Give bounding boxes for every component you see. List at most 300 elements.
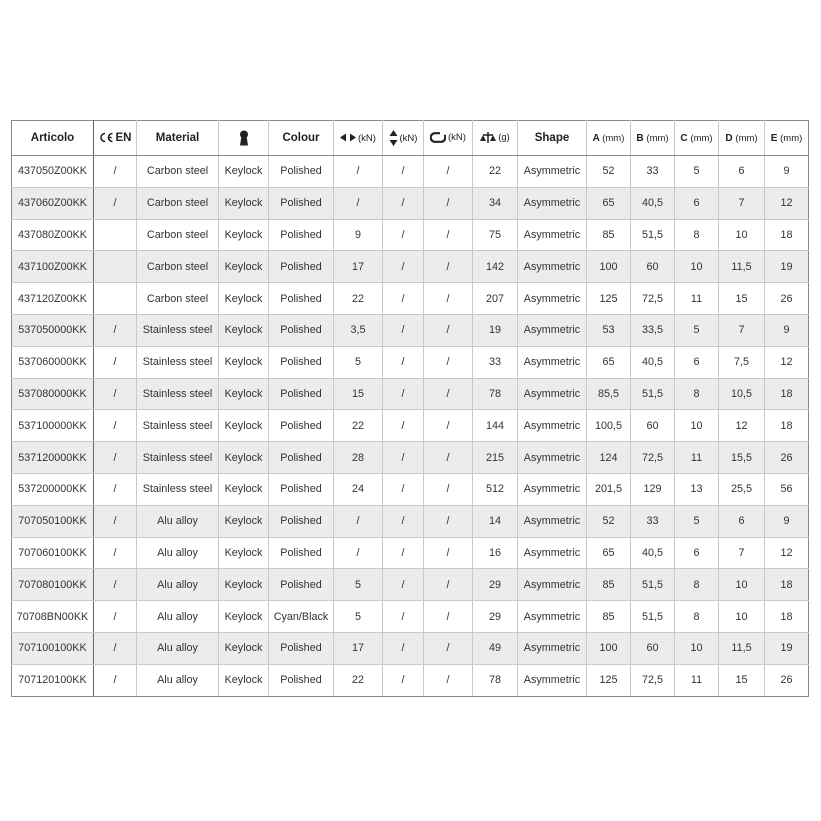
cell-material: Alu alloy: [137, 632, 219, 664]
cell-ce: /: [94, 442, 137, 474]
cell-weight: 215: [473, 442, 518, 474]
cell-material: Carbon steel: [137, 219, 219, 251]
cell-weight: 14: [473, 505, 518, 537]
cell-shape: Asymmetric: [518, 473, 587, 505]
cell-material: Alu alloy: [137, 664, 219, 696]
table-row: [12, 442, 809, 474]
cell-articolo: 537080000KK: [12, 378, 94, 410]
cell-weight: 16: [473, 537, 518, 569]
cell-weight: 29: [473, 569, 518, 601]
cell-shape: Asymmetric: [518, 314, 587, 346]
cell-material: Stainless steel: [137, 346, 219, 378]
cell-ce: /: [94, 156, 137, 188]
cell-c: 8: [675, 378, 719, 410]
cell-c: 10: [675, 251, 719, 283]
table-row: [12, 283, 809, 315]
cell-c: 11: [675, 664, 719, 696]
cell-d: 15,5: [719, 442, 765, 474]
col-b-letter: B: [636, 132, 644, 144]
cell-c: 5: [675, 156, 719, 188]
cell-gate-open: /: [424, 314, 473, 346]
cell-e: 9: [765, 314, 809, 346]
cell-shape: Asymmetric: [518, 569, 587, 601]
cell-articolo: 707120100KK: [12, 664, 94, 696]
table-row: [12, 505, 809, 537]
cell-d: 12: [719, 410, 765, 442]
cell-major-axis: 22: [334, 664, 383, 696]
cell-major-axis: 5: [334, 346, 383, 378]
cell-gate-open: /: [424, 251, 473, 283]
cell-e: 12: [765, 187, 809, 219]
table-row: [12, 219, 809, 251]
table-row: [12, 569, 809, 601]
col-c: [675, 121, 719, 156]
cell-a: 85: [587, 569, 631, 601]
cell-gate: Keylock: [219, 410, 269, 442]
cell-colour: Polished: [269, 569, 334, 601]
cell-articolo: 537200000KK: [12, 473, 94, 505]
cell-major-axis: 3,5: [334, 314, 383, 346]
cell-gate: Keylock: [219, 156, 269, 188]
cell-colour: Polished: [269, 505, 334, 537]
cell-ce: /: [94, 346, 137, 378]
table-row: [12, 473, 809, 505]
cell-minor-axis: /: [383, 664, 424, 696]
cell-ce: /: [94, 601, 137, 633]
cell-material: Carbon steel: [137, 251, 219, 283]
cell-gate-open: /: [424, 219, 473, 251]
cell-articolo: 707080100KK: [12, 569, 94, 601]
cell-minor-axis: /: [383, 346, 424, 378]
col-d-letter: D: [725, 132, 733, 144]
cell-b: 40,5: [631, 537, 675, 569]
cell-minor-axis: /: [383, 378, 424, 410]
table-row: [12, 410, 809, 442]
cell-minor-axis: /: [383, 473, 424, 505]
table-row: [12, 156, 809, 188]
cell-articolo: 707050100KK: [12, 505, 94, 537]
cell-shape: Asymmetric: [518, 219, 587, 251]
cell-material: Stainless steel: [137, 378, 219, 410]
cell-c: 13: [675, 473, 719, 505]
cell-b: 72,5: [631, 283, 675, 315]
cell-c: 8: [675, 219, 719, 251]
cell-a: 65: [587, 537, 631, 569]
cell-colour: Polished: [269, 187, 334, 219]
cell-gate-open: /: [424, 156, 473, 188]
table-row: [12, 664, 809, 696]
cell-gate-open: /: [424, 601, 473, 633]
cell-articolo: 537050000KK: [12, 314, 94, 346]
cell-gate: Keylock: [219, 473, 269, 505]
cell-shape: Asymmetric: [518, 378, 587, 410]
cell-gate-open: /: [424, 378, 473, 410]
cell-major-axis: 17: [334, 632, 383, 664]
cell-a: 53: [587, 314, 631, 346]
cell-a: 124: [587, 442, 631, 474]
cell-minor-axis: /: [383, 569, 424, 601]
cell-a: 201,5: [587, 473, 631, 505]
cell-gate-open: /: [424, 346, 473, 378]
cell-gate: Keylock: [219, 601, 269, 633]
cell-major-axis: 28: [334, 442, 383, 474]
cell-a: 85,5: [587, 378, 631, 410]
cell-b: 60: [631, 410, 675, 442]
cell-d: 10: [719, 601, 765, 633]
cell-major-axis: 15: [334, 378, 383, 410]
cell-ce: /: [94, 664, 137, 696]
cell-d: 7,5: [719, 346, 765, 378]
cell-colour: Polished: [269, 219, 334, 251]
cell-ce: [94, 251, 137, 283]
cell-b: 40,5: [631, 187, 675, 219]
cell-a: 65: [587, 346, 631, 378]
cell-a: 85: [587, 601, 631, 633]
cell-d: 25,5: [719, 473, 765, 505]
cell-weight: 142: [473, 251, 518, 283]
cell-c: 8: [675, 569, 719, 601]
cell-major-axis: /: [334, 537, 383, 569]
cell-gate: Keylock: [219, 664, 269, 696]
cell-colour: Polished: [269, 664, 334, 696]
cell-c: 8: [675, 601, 719, 633]
cell-e: 19: [765, 251, 809, 283]
cell-material: Stainless steel: [137, 410, 219, 442]
cell-b: 33,5: [631, 314, 675, 346]
cell-major-axis: 5: [334, 601, 383, 633]
cell-articolo: 70708BN00KK: [12, 601, 94, 633]
cell-c: 5: [675, 314, 719, 346]
table-row: [12, 601, 809, 633]
cell-shape: Asymmetric: [518, 601, 587, 633]
cell-weight: 78: [473, 664, 518, 696]
cell-d: 7: [719, 187, 765, 219]
cell-minor-axis: /: [383, 219, 424, 251]
table-row: [12, 187, 809, 219]
cell-shape: Asymmetric: [518, 664, 587, 696]
cell-ce: /: [94, 410, 137, 442]
cell-minor-axis: /: [383, 632, 424, 664]
col-ce-en: [94, 121, 137, 156]
cell-a: 52: [587, 156, 631, 188]
cell-d: 11,5: [719, 632, 765, 664]
cell-b: 51,5: [631, 601, 675, 633]
cell-articolo: 707060100KK: [12, 537, 94, 569]
cell-a: 125: [587, 664, 631, 696]
cell-weight: 33: [473, 346, 518, 378]
cell-d: 10: [719, 569, 765, 601]
ce-en-label: EN: [115, 132, 132, 144]
col-b-unit: (mm): [646, 132, 669, 144]
cell-minor-axis: /: [383, 251, 424, 283]
cell-articolo: 537060000KK: [12, 346, 94, 378]
cell-shape: Asymmetric: [518, 346, 587, 378]
cell-gate-open: /: [424, 442, 473, 474]
cell-major-axis: 22: [334, 283, 383, 315]
cell-b: 60: [631, 251, 675, 283]
cell-gate-open: /: [424, 410, 473, 442]
col-c-unit: (mm): [690, 132, 713, 144]
cell-colour: Polished: [269, 410, 334, 442]
cell-d: 6: [719, 505, 765, 537]
cell-articolo: 707100100KK: [12, 632, 94, 664]
cell-gate: Keylock: [219, 442, 269, 474]
header-row: [12, 121, 809, 156]
keyhole-gate-icon: [238, 132, 250, 144]
cell-d: 10: [719, 219, 765, 251]
cell-shape: Asymmetric: [518, 537, 587, 569]
cell-shape: Asymmetric: [518, 251, 587, 283]
col-b: [631, 121, 675, 156]
cell-weight: 22: [473, 156, 518, 188]
cell-b: 40,5: [631, 346, 675, 378]
cell-gate-open: /: [424, 473, 473, 505]
cell-colour: Polished: [269, 314, 334, 346]
cell-colour: Polished: [269, 473, 334, 505]
cell-b: 60: [631, 632, 675, 664]
cell-articolo: 437050Z00KK: [12, 156, 94, 188]
cell-minor-axis: /: [383, 314, 424, 346]
cell-weight: 144: [473, 410, 518, 442]
col-e: [765, 121, 809, 156]
cell-c: 10: [675, 410, 719, 442]
cell-ce: [94, 219, 137, 251]
weight-unit: (g): [498, 132, 510, 144]
cell-a: 125: [587, 283, 631, 315]
cell-b: 51,5: [631, 378, 675, 410]
cell-minor-axis: /: [383, 283, 424, 315]
cell-minor-axis: /: [383, 410, 424, 442]
cell-articolo: 437100Z00KK: [12, 251, 94, 283]
cell-a: 85: [587, 219, 631, 251]
cell-gate: Keylock: [219, 569, 269, 601]
cell-weight: 207: [473, 283, 518, 315]
cell-weight: 49: [473, 632, 518, 664]
cell-gate: Keylock: [219, 251, 269, 283]
cell-colour: Polished: [269, 378, 334, 410]
cell-ce: /: [94, 187, 137, 219]
cell-gate-open: /: [424, 664, 473, 696]
cell-d: 6: [719, 156, 765, 188]
col-c-letter: C: [680, 132, 688, 144]
col-gate: [219, 121, 269, 156]
cell-major-axis: 22: [334, 410, 383, 442]
col-shape: Shape: [518, 121, 587, 156]
cell-colour: Polished: [269, 346, 334, 378]
cell-weight: 512: [473, 473, 518, 505]
col-weight: [473, 121, 518, 156]
cell-gate: Keylock: [219, 505, 269, 537]
col-articolo: Articolo: [12, 121, 94, 156]
cell-shape: Asymmetric: [518, 505, 587, 537]
cell-ce: [94, 283, 137, 315]
cell-material: Stainless steel: [137, 473, 219, 505]
cell-articolo: 437060Z00KK: [12, 187, 94, 219]
cell-e: 26: [765, 442, 809, 474]
cell-material: Alu alloy: [137, 601, 219, 633]
cell-major-axis: /: [334, 505, 383, 537]
cell-e: 19: [765, 632, 809, 664]
col-minor-axis: [383, 121, 424, 156]
col-a: [587, 121, 631, 156]
cell-b: 72,5: [631, 442, 675, 474]
col-d-unit: (mm): [735, 132, 758, 144]
cell-minor-axis: /: [383, 601, 424, 633]
cell-ce: /: [94, 314, 137, 346]
cell-a: 100: [587, 251, 631, 283]
cell-material: Carbon steel: [137, 283, 219, 315]
cell-gate-open: /: [424, 569, 473, 601]
cell-e: 12: [765, 346, 809, 378]
cell-e: 18: [765, 601, 809, 633]
cell-weight: 29: [473, 601, 518, 633]
cell-shape: Asymmetric: [518, 156, 587, 188]
cell-colour: Polished: [269, 442, 334, 474]
cell-b: 33: [631, 156, 675, 188]
col-material: Material: [137, 121, 219, 156]
cell-colour: Polished: [269, 251, 334, 283]
cell-shape: Asymmetric: [518, 632, 587, 664]
minor-axis-arrows-icon: [389, 130, 398, 146]
cell-a: 65: [587, 187, 631, 219]
cell-c: 5: [675, 505, 719, 537]
cell-gate-open: /: [424, 505, 473, 537]
cell-ce: /: [94, 569, 137, 601]
cell-shape: Asymmetric: [518, 187, 587, 219]
cell-d: 7: [719, 314, 765, 346]
cell-colour: Polished: [269, 632, 334, 664]
cell-d: 15: [719, 664, 765, 696]
col-a-letter: A: [592, 132, 600, 144]
col-gate-open: [424, 121, 473, 156]
cell-shape: Asymmetric: [518, 442, 587, 474]
cell-colour: Cyan/Black: [269, 601, 334, 633]
cell-weight: 78: [473, 378, 518, 410]
cell-major-axis: 5: [334, 569, 383, 601]
cell-gate: Keylock: [219, 314, 269, 346]
col-major-axis: [334, 121, 383, 156]
col-colour: Colour: [269, 121, 334, 156]
cell-c: 6: [675, 346, 719, 378]
cell-ce: /: [94, 505, 137, 537]
cell-colour: Polished: [269, 537, 334, 569]
cell-b: 51,5: [631, 569, 675, 601]
cell-e: 26: [765, 664, 809, 696]
cell-e: 9: [765, 505, 809, 537]
col-e-unit: (mm): [780, 132, 803, 144]
cell-d: 15: [719, 283, 765, 315]
cell-d: 11,5: [719, 251, 765, 283]
gate-open-unit: (kN): [448, 132, 466, 144]
cell-e: 56: [765, 473, 809, 505]
major-axis-unit: (kN): [358, 132, 376, 144]
cell-articolo: 537100000KK: [12, 410, 94, 442]
cell-e: 18: [765, 219, 809, 251]
weight-scale-icon: [480, 132, 496, 143]
cell-b: 51,5: [631, 219, 675, 251]
table-row: [12, 346, 809, 378]
cell-gate: Keylock: [219, 632, 269, 664]
cell-major-axis: 24: [334, 473, 383, 505]
cell-major-axis: 17: [334, 251, 383, 283]
table-row: [12, 378, 809, 410]
cell-weight: 75: [473, 219, 518, 251]
table-body: [12, 156, 809, 697]
cell-weight: 34: [473, 187, 518, 219]
cell-b: 72,5: [631, 664, 675, 696]
cell-a: 100: [587, 632, 631, 664]
cell-colour: Polished: [269, 156, 334, 188]
cell-c: 11: [675, 442, 719, 474]
spec-table: [11, 120, 809, 697]
cell-shape: Asymmetric: [518, 283, 587, 315]
cell-major-axis: 9: [334, 219, 383, 251]
col-d: [719, 121, 765, 156]
cell-articolo: 437120Z00KK: [12, 283, 94, 315]
cell-gate: Keylock: [219, 378, 269, 410]
cell-gate-open: /: [424, 537, 473, 569]
cell-weight: 19: [473, 314, 518, 346]
cell-c: 11: [675, 283, 719, 315]
table-row: [12, 632, 809, 664]
cell-minor-axis: /: [383, 187, 424, 219]
cell-material: Carbon steel: [137, 187, 219, 219]
cell-e: 18: [765, 569, 809, 601]
cell-material: Stainless steel: [137, 442, 219, 474]
col-a-unit: (mm): [602, 132, 625, 144]
cell-gate: Keylock: [219, 187, 269, 219]
cell-material: Carbon steel: [137, 156, 219, 188]
cell-material: Alu alloy: [137, 569, 219, 601]
cell-gate-open: /: [424, 283, 473, 315]
cell-c: 6: [675, 187, 719, 219]
cell-gate: Keylock: [219, 219, 269, 251]
cell-d: 7: [719, 537, 765, 569]
cell-b: 129: [631, 473, 675, 505]
cell-b: 33: [631, 505, 675, 537]
cell-articolo: 437080Z00KK: [12, 219, 94, 251]
cell-c: 6: [675, 537, 719, 569]
cell-d: 10,5: [719, 378, 765, 410]
cell-major-axis: /: [334, 187, 383, 219]
cell-colour: Polished: [269, 283, 334, 315]
cell-gate-open: /: [424, 187, 473, 219]
cell-material: Stainless steel: [137, 314, 219, 346]
cell-minor-axis: /: [383, 156, 424, 188]
cell-material: Alu alloy: [137, 505, 219, 537]
major-axis-arrows-icon: [340, 133, 356, 144]
cell-ce: /: [94, 378, 137, 410]
cell-ce: /: [94, 537, 137, 569]
cell-a: 52: [587, 505, 631, 537]
cell-gate: Keylock: [219, 537, 269, 569]
cell-e: 26: [765, 283, 809, 315]
cell-c: 10: [675, 632, 719, 664]
cell-e: 18: [765, 410, 809, 442]
ce-mark-icon: [99, 132, 114, 144]
cell-a: 100,5: [587, 410, 631, 442]
cell-e: 9: [765, 156, 809, 188]
col-e-letter: E: [770, 132, 778, 144]
table-row: [12, 251, 809, 283]
cell-ce: /: [94, 473, 137, 505]
cell-material: Alu alloy: [137, 537, 219, 569]
cell-minor-axis: /: [383, 442, 424, 474]
table-row: [12, 314, 809, 346]
gate-open-carabiner-icon: [430, 132, 446, 143]
minor-axis-unit: (kN): [399, 132, 418, 144]
cell-gate: Keylock: [219, 346, 269, 378]
